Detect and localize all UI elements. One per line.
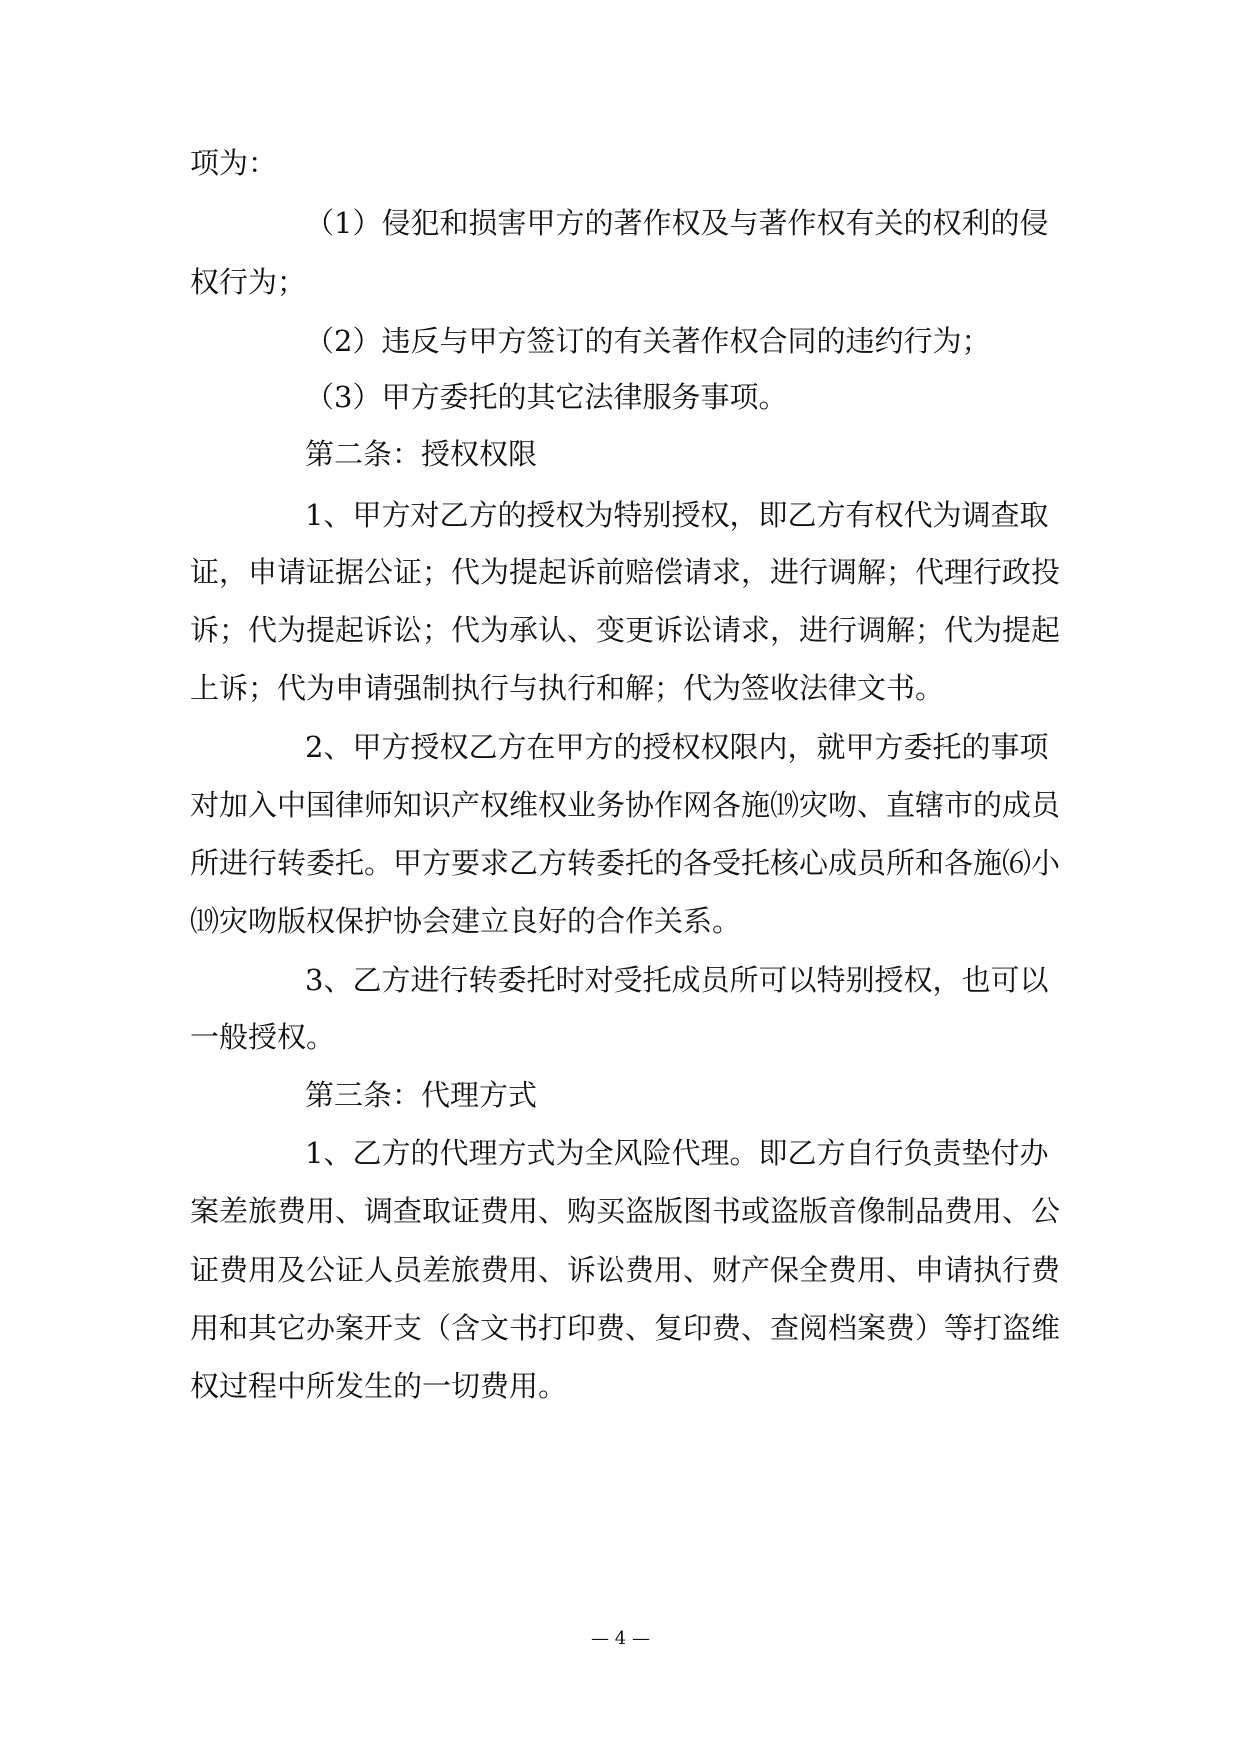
text-line: ⒆灾吻版权保护协会建立良好的合作关系。: [190, 904, 742, 938]
text-line: 证费用及公证人员差旅费用、诉讼费用、财产保全费用、申请执行费: [190, 1253, 1061, 1287]
text-line: 证，申请证据公证；代为提起诉前赔偿请求，进行调解；代理行政投: [190, 555, 1061, 589]
text-line: 项为：: [190, 146, 278, 180]
text-line: 权行为；: [190, 265, 307, 299]
text-line: 用和其它办案开支（含文书打印费、复印费、查阅档案费）等打盗维: [190, 1311, 1061, 1345]
text-line: 案差旅费用、调查取证费用、购买盗版图书或盗版音像制品费用、公: [190, 1194, 1061, 1228]
text-line: 一般授权。: [190, 1020, 336, 1054]
text-line: 1、乙方的代理方式为全风险代理。即乙方自行负责垫付办: [305, 1136, 1049, 1170]
text-line: 上诉；代为申请强制执行与执行和解；代为签收法律文书。: [190, 671, 945, 705]
text-line: 对加入中国律师知识产权维权业务协作网各施⒆灾吻、直辖市的成员: [190, 788, 1061, 822]
page-number: — 4 —: [591, 1628, 650, 1649]
text-line: （1）侵犯和损害甲方的著作权及与著作权有关的权利的侵: [305, 206, 1049, 240]
text-line: 诉；代为提起诉讼；代为承认、变更诉讼请求，进行调解；代为提起: [190, 613, 1061, 647]
text-line: 权过程中所发生的一切费用。: [190, 1369, 568, 1403]
text-line: 3、乙方进行转委托时对受托成员所可以特别授权，也可以: [305, 963, 1049, 997]
text-line: 所进行转委托。甲方要求乙方转委托的各受托核心成员所和各施⑹小: [190, 846, 1061, 880]
text-line: 1、甲方对乙方的授权为特别授权，即乙方有权代为调查取: [305, 498, 1049, 532]
section-heading: 第二条：授权权限: [305, 437, 538, 471]
section-heading: 第三条：代理方式: [305, 1078, 538, 1112]
text-line: （2）违反与甲方签订的有关著作权合同的违约行为；: [305, 324, 991, 358]
text-line: 2、甲方授权乙方在甲方的授权权限内，就甲方委托的事项: [305, 730, 1049, 764]
text-line: （3）甲方委托的其它法律服务事项。: [305, 380, 788, 414]
